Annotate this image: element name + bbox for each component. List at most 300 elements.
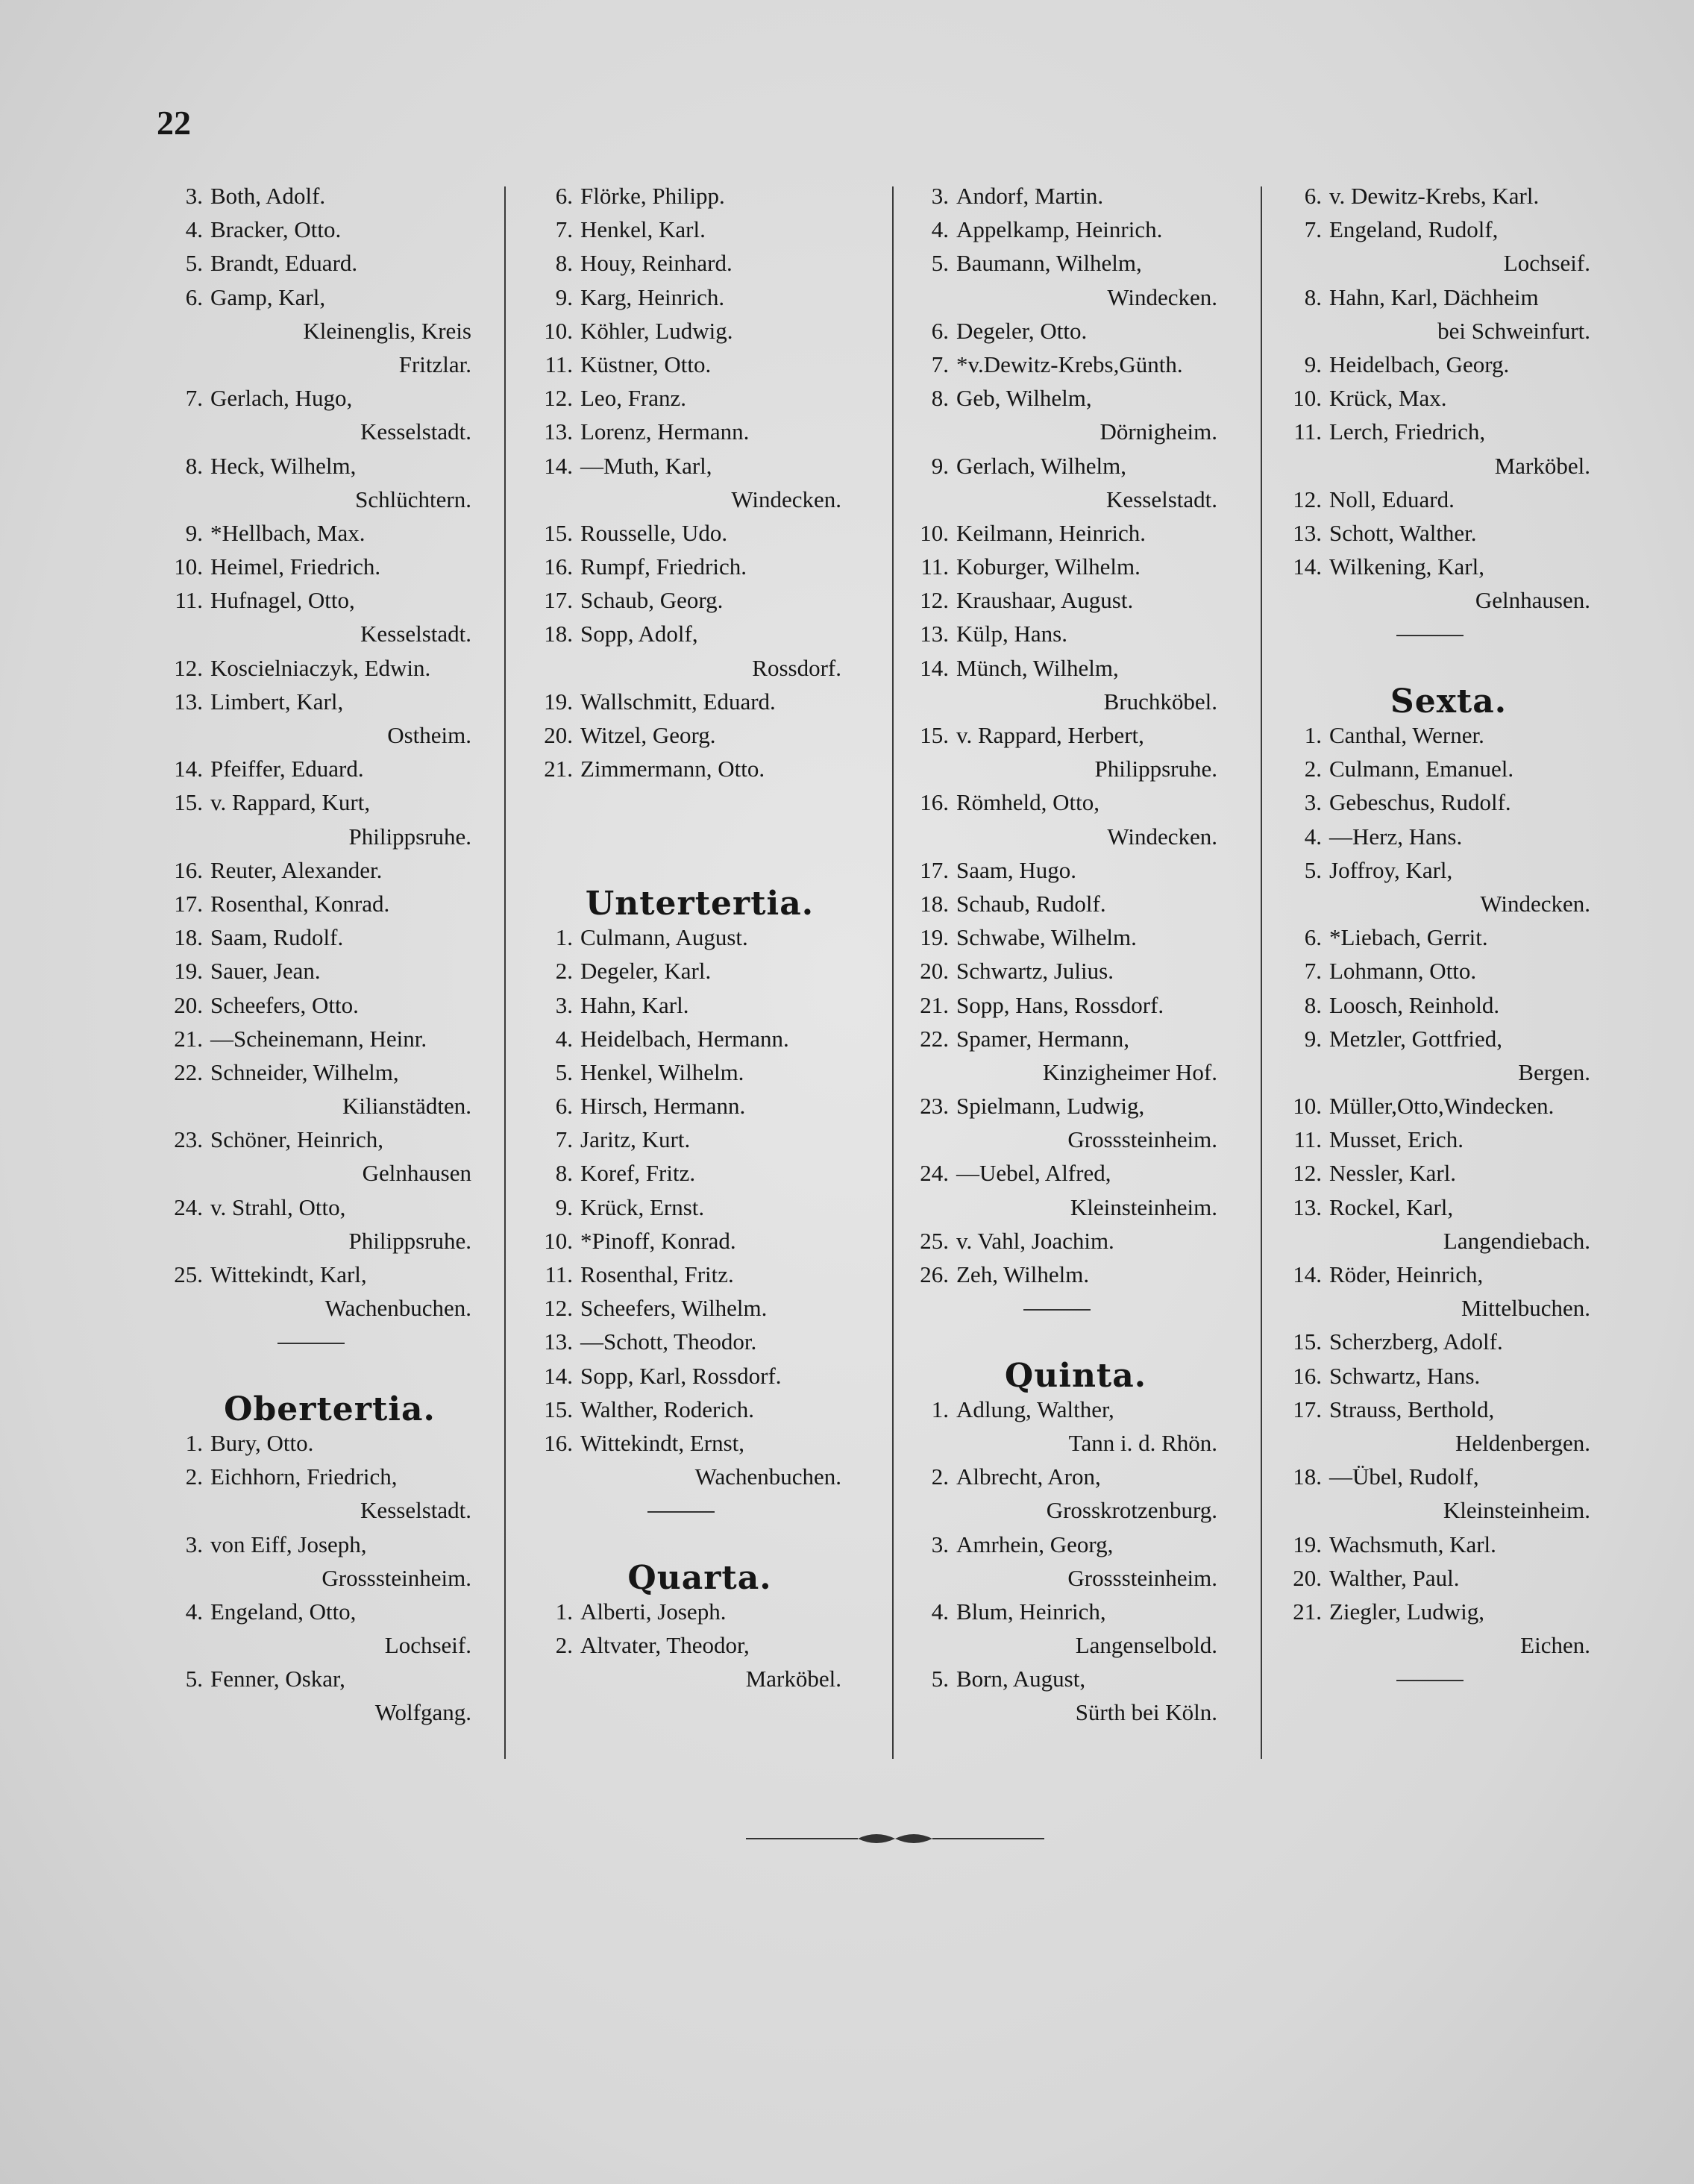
entry-continuation: Fritzlar. bbox=[398, 351, 471, 377]
student-name: Rumpf, Friedrich. bbox=[580, 553, 747, 580]
student-entry bbox=[1284, 1156, 1613, 1190]
entry-number: 6. bbox=[1304, 924, 1322, 951]
column-rule bbox=[504, 186, 506, 1759]
student-name: Ziegler, Ludwig, bbox=[1329, 1598, 1484, 1625]
student-name: Lorenz, Hermann. bbox=[580, 418, 750, 445]
student-entry bbox=[166, 1595, 494, 1628]
entry-continuation: Grosssteinheim. bbox=[1067, 1126, 1217, 1153]
student-entry bbox=[1284, 954, 1613, 988]
student-entry bbox=[912, 887, 1240, 920]
entry-number: 14. bbox=[920, 654, 949, 681]
entry-number: 11. bbox=[545, 351, 573, 377]
student-entry bbox=[1284, 1359, 1613, 1393]
entry-continuation: Gelnhausen. bbox=[1475, 587, 1590, 614]
spacer-row bbox=[536, 820, 864, 853]
entry-number: 3. bbox=[555, 991, 573, 1018]
student-entry bbox=[536, 449, 864, 483]
student-name: Albrecht, Aron, bbox=[956, 1463, 1101, 1490]
student-name: Adlung, Walther, bbox=[956, 1396, 1114, 1422]
entry-number: 17. bbox=[174, 890, 203, 917]
entry-number: 8. bbox=[1304, 991, 1322, 1018]
student-name: Canthal, Werner. bbox=[1329, 722, 1484, 749]
student-entry bbox=[536, 1595, 864, 1628]
student-name: Scherzberg, Adolf. bbox=[1329, 1328, 1503, 1355]
entry-continuation: Wachenbuchen. bbox=[694, 1463, 841, 1490]
entry-number: 14. bbox=[174, 756, 203, 782]
student-entry bbox=[1284, 1595, 1613, 1628]
student-entry bbox=[536, 1628, 864, 1662]
entry-number: 12. bbox=[174, 654, 203, 681]
entry-number: 21. bbox=[174, 1025, 203, 1052]
entry-number: 23. bbox=[174, 1126, 203, 1153]
student-entry bbox=[1284, 280, 1613, 314]
entry-continuation: Kleinsteinheim. bbox=[1070, 1193, 1217, 1220]
student-entry bbox=[912, 1156, 1240, 1190]
student-entry bbox=[1284, 920, 1613, 954]
student-name: Heimel, Friedrich. bbox=[210, 553, 381, 580]
column-rule bbox=[892, 186, 894, 1759]
class-heading: Sexta. bbox=[1390, 682, 1508, 721]
student-list-column-2 bbox=[536, 179, 864, 1695]
separator-line bbox=[1396, 635, 1464, 636]
entry-number: 16. bbox=[174, 856, 203, 883]
student-entry bbox=[166, 1022, 494, 1055]
entry-number: 2. bbox=[555, 958, 573, 985]
entry-number: 10. bbox=[174, 553, 203, 580]
student-entry bbox=[166, 246, 494, 280]
student-name: Schwartz, Julius. bbox=[956, 958, 1114, 985]
entry-number: 19. bbox=[920, 924, 949, 951]
entry-continuation: Kleinenglis, Kreis bbox=[303, 317, 471, 344]
entry-number: 25. bbox=[174, 1261, 203, 1287]
entry-number: 14. bbox=[544, 452, 573, 479]
student-name: Heidelbach, Georg. bbox=[1329, 351, 1510, 377]
student-entry bbox=[912, 1595, 1240, 1628]
entry-number: 8. bbox=[931, 385, 949, 412]
entry-number: 8. bbox=[555, 250, 573, 277]
entry-number: 13. bbox=[920, 621, 949, 647]
student-entry bbox=[536, 988, 864, 1022]
student-name: Hahn, Karl. bbox=[580, 991, 689, 1018]
student-entry bbox=[912, 246, 1240, 280]
student-entry bbox=[536, 1359, 864, 1393]
entry-number: 13. bbox=[174, 688, 203, 715]
student-entry bbox=[1284, 1089, 1613, 1123]
entry-continuation: Lochseif. bbox=[1503, 250, 1590, 277]
entry-number: 15. bbox=[920, 722, 949, 748]
student-name: Brandt, Eduard. bbox=[210, 250, 358, 277]
student-name: Hirsch, Hermann. bbox=[580, 1093, 746, 1120]
student-name: Kraushaar, August. bbox=[956, 587, 1134, 614]
entry-number: 13. bbox=[544, 418, 573, 445]
entry-continuation: Bergen. bbox=[1518, 1058, 1590, 1085]
student-name: Schwabe, Wilhelm. bbox=[956, 924, 1137, 951]
student-name: Küstner, Otto. bbox=[580, 351, 712, 377]
entry-number: 3. bbox=[185, 183, 203, 209]
student-name: Pfeiffer, Eduard. bbox=[210, 756, 364, 782]
entry-number: 5. bbox=[1304, 856, 1322, 883]
entry-number: 2. bbox=[931, 1463, 949, 1490]
student-name: Culmann, August. bbox=[580, 924, 748, 951]
entry-number: 14. bbox=[1293, 1261, 1322, 1288]
student-name: Wilkening, Karl, bbox=[1329, 553, 1484, 580]
entry-number: 1. bbox=[555, 924, 573, 951]
student-name: Scheefers, Wilhelm. bbox=[580, 1295, 768, 1322]
entry-continuation: Langendiebach. bbox=[1443, 1227, 1590, 1254]
student-name: Münch, Wilhelm, bbox=[956, 654, 1119, 681]
separator-row bbox=[1284, 617, 1613, 650]
entry-continuation: Heldenbergen. bbox=[1455, 1429, 1590, 1456]
student-entry bbox=[536, 1426, 864, 1460]
student-entry bbox=[1284, 179, 1613, 213]
student-entry bbox=[1284, 1561, 1613, 1595]
entry-number: 7. bbox=[555, 1126, 573, 1153]
student-name: Joffroy, Karl, bbox=[1329, 856, 1453, 883]
student-entry bbox=[536, 1291, 864, 1325]
student-name: Rosenthal, Fritz. bbox=[580, 1261, 734, 1288]
student-entry bbox=[912, 381, 1240, 415]
column-rule bbox=[1261, 186, 1262, 1759]
student-name: Appelkamp, Heinrich. bbox=[956, 216, 1163, 243]
entry-number: 14. bbox=[1293, 553, 1322, 580]
student-entry bbox=[536, 617, 864, 650]
entry-number: 18. bbox=[1293, 1463, 1322, 1490]
student-name: Degeler, Otto. bbox=[956, 317, 1088, 344]
student-name: Culmann, Emanuel. bbox=[1329, 756, 1514, 782]
student-entry bbox=[912, 1258, 1240, 1291]
separator-row bbox=[536, 1493, 864, 1527]
student-name: v. Rappard, Herbert, bbox=[956, 722, 1144, 748]
entry-continuation: Mittelbuchen. bbox=[1461, 1295, 1590, 1322]
entry-number: 17. bbox=[920, 856, 949, 883]
student-name: v. Rappard, Kurt, bbox=[210, 789, 371, 816]
entry-number: 4. bbox=[555, 1025, 573, 1052]
entry-number: 16. bbox=[544, 1429, 573, 1456]
student-name: Hufnagel, Otto, bbox=[210, 587, 355, 614]
student-name: Fenner, Oskar, bbox=[210, 1666, 345, 1692]
entry-continuation: Wachenbuchen. bbox=[324, 1295, 471, 1322]
student-entry bbox=[912, 449, 1240, 483]
entry-number: 3. bbox=[1304, 789, 1322, 816]
student-name: Nessler, Karl. bbox=[1329, 1160, 1457, 1187]
student-name: Loosch, Reinhold. bbox=[1329, 991, 1500, 1018]
student-entry bbox=[536, 280, 864, 314]
student-name: Baumann, Wilhelm, bbox=[956, 250, 1142, 277]
separator-line bbox=[1396, 1680, 1464, 1681]
student-entry bbox=[536, 1022, 864, 1055]
student-name: Zeh, Wilhelm. bbox=[956, 1261, 1090, 1287]
student-name: Jaritz, Kurt. bbox=[580, 1126, 691, 1153]
entry-continuation: Kesselstadt. bbox=[1106, 486, 1217, 512]
entry-number: 10. bbox=[920, 519, 949, 546]
entry-number: 1. bbox=[555, 1598, 573, 1625]
student-entry bbox=[912, 213, 1240, 246]
student-entry bbox=[536, 1325, 864, 1358]
entry-number: 1. bbox=[931, 1396, 949, 1422]
student-entry bbox=[912, 1393, 1240, 1426]
entry-number: 24. bbox=[920, 1160, 949, 1187]
student-name: Karg, Heinrich. bbox=[580, 283, 725, 310]
entry-continuation: Kilianstädten. bbox=[342, 1093, 471, 1120]
entry-number: 13. bbox=[544, 1328, 573, 1355]
entry-number: 15. bbox=[174, 789, 203, 816]
entry-number: 11. bbox=[920, 553, 949, 580]
separator-line bbox=[1023, 1309, 1091, 1311]
entry-number: 16. bbox=[544, 553, 573, 580]
student-entry bbox=[1284, 516, 1613, 550]
student-entry bbox=[536, 516, 864, 550]
entry-number: 9. bbox=[931, 452, 949, 479]
student-entry bbox=[912, 516, 1240, 550]
entry-number: 17. bbox=[544, 587, 573, 614]
student-name: Saam, Rudolf. bbox=[210, 924, 344, 951]
class-heading-row bbox=[166, 1359, 494, 1426]
student-entry bbox=[1284, 213, 1613, 246]
entry-number: 25. bbox=[920, 1227, 949, 1254]
student-entry bbox=[536, 1123, 864, 1156]
student-name: *v.Dewitz-Krebs,Günth. bbox=[956, 351, 1183, 377]
student-entry bbox=[166, 550, 494, 583]
entry-number: 6. bbox=[555, 183, 573, 209]
class-heading: Obertertia. bbox=[224, 1390, 436, 1428]
student-entry bbox=[536, 179, 864, 213]
entry-number: 14. bbox=[544, 1362, 573, 1389]
entry-number: 11. bbox=[1293, 1126, 1322, 1153]
student-name: Spielmann, Ludwig, bbox=[956, 1093, 1145, 1120]
student-name: Metzler, Gottfried, bbox=[1329, 1025, 1503, 1052]
ornament-divider bbox=[746, 1827, 1044, 1850]
entry-number: 17. bbox=[1293, 1396, 1322, 1422]
student-name: Wachsmuth, Karl. bbox=[1329, 1531, 1496, 1557]
student-name: Musset, Erich. bbox=[1329, 1126, 1464, 1153]
student-entry bbox=[912, 179, 1240, 213]
entry-continuation: Bruchköbel. bbox=[1103, 688, 1217, 715]
entry-number: 5. bbox=[185, 1666, 203, 1692]
student-name: Limbert, Karl, bbox=[210, 688, 344, 715]
entry-number: 6. bbox=[1304, 183, 1322, 209]
entry-continuation: Grosssteinheim. bbox=[1067, 1564, 1217, 1591]
student-entry bbox=[1284, 718, 1613, 752]
student-entry bbox=[912, 954, 1240, 988]
student-name: Noll, Eduard. bbox=[1329, 486, 1455, 512]
entry-number: 8. bbox=[185, 452, 203, 479]
student-entry bbox=[912, 1089, 1240, 1123]
student-entry bbox=[912, 1460, 1240, 1493]
student-entry bbox=[166, 651, 494, 685]
student-entry bbox=[1284, 1258, 1613, 1291]
student-entry bbox=[1284, 1393, 1613, 1426]
entry-number: 15. bbox=[544, 519, 573, 546]
student-name: Gerlach, Hugo, bbox=[210, 385, 353, 412]
entry-continuation: Philippsruhe. bbox=[348, 823, 471, 850]
entry-continuation: Wolfgang. bbox=[374, 1699, 471, 1726]
student-entry bbox=[166, 280, 494, 314]
class-heading-row bbox=[536, 1528, 864, 1595]
student-entry bbox=[912, 785, 1240, 819]
entry-number: 5. bbox=[931, 1666, 949, 1692]
student-name: Degeler, Karl. bbox=[580, 958, 712, 985]
entry-continuation: Kesselstadt. bbox=[360, 418, 471, 445]
student-name: Leo, Franz. bbox=[580, 385, 687, 412]
separator-line bbox=[647, 1511, 715, 1513]
entry-continuation: Sürth bei Köln. bbox=[1075, 1699, 1217, 1726]
student-name: Schwartz, Hans. bbox=[1329, 1362, 1481, 1389]
student-entry bbox=[166, 1662, 494, 1695]
entry-number: 15. bbox=[544, 1396, 573, 1422]
student-name: Henkel, Karl. bbox=[580, 216, 706, 243]
student-name: Alberti, Joseph. bbox=[580, 1598, 727, 1625]
student-entry bbox=[166, 449, 494, 483]
student-list-column-3 bbox=[912, 179, 1240, 1730]
student-name: Wittekindt, Karl, bbox=[210, 1261, 367, 1287]
separator-row bbox=[912, 1291, 1240, 1325]
entry-number: 3. bbox=[931, 1531, 949, 1557]
student-entry bbox=[166, 381, 494, 415]
student-entry bbox=[166, 1528, 494, 1561]
separator-row bbox=[1284, 1662, 1613, 1695]
entry-number: 4. bbox=[931, 216, 949, 243]
entry-continuation: Rossdorf. bbox=[752, 654, 841, 681]
student-name: Sauer, Jean. bbox=[210, 958, 321, 985]
student-name: *Hellbach, Max. bbox=[210, 519, 366, 546]
student-name: Both, Adolf. bbox=[210, 183, 326, 209]
separator-line bbox=[277, 1343, 345, 1344]
entry-number: 22. bbox=[174, 1058, 203, 1085]
student-entry bbox=[1284, 1460, 1613, 1493]
entry-number: 16. bbox=[920, 789, 949, 816]
entry-continuation: Philippsruhe. bbox=[348, 1227, 471, 1254]
student-name: Bracker, Otto. bbox=[210, 216, 342, 243]
student-entry bbox=[536, 583, 864, 617]
entry-number: 22. bbox=[920, 1025, 949, 1052]
student-entry bbox=[912, 617, 1240, 650]
student-entry bbox=[1284, 853, 1613, 887]
student-name: Rousselle, Udo. bbox=[580, 519, 728, 546]
student-name: Koscielniaczyk, Edwin. bbox=[210, 654, 431, 681]
student-name: Bury, Otto. bbox=[210, 1429, 314, 1456]
entry-number: 5. bbox=[555, 1058, 573, 1085]
entry-number: 10. bbox=[1293, 385, 1322, 412]
student-name: Gerlach, Wilhelm, bbox=[956, 452, 1127, 479]
entry-number: 4. bbox=[185, 1598, 203, 1625]
entry-number: 7. bbox=[1304, 216, 1322, 243]
student-name: Römheld, Otto, bbox=[956, 789, 1100, 816]
entry-number: 15. bbox=[1293, 1328, 1322, 1355]
student-name: Schneider, Wilhelm, bbox=[210, 1058, 399, 1085]
student-name: —Schott, Theodor. bbox=[580, 1328, 757, 1355]
entry-number: 3. bbox=[931, 183, 949, 209]
student-name: Strauss, Berthold, bbox=[1329, 1396, 1495, 1422]
student-entry bbox=[912, 583, 1240, 617]
entry-number: 20. bbox=[174, 991, 203, 1018]
entry-number: 12. bbox=[920, 587, 949, 614]
student-entry bbox=[166, 887, 494, 920]
student-entry bbox=[536, 348, 864, 381]
student-name: Rockel, Karl, bbox=[1329, 1193, 1454, 1220]
student-entry bbox=[1284, 820, 1613, 853]
entry-number: 4. bbox=[1304, 823, 1322, 850]
entry-continuation: Windecken. bbox=[731, 486, 841, 512]
student-name: v. Dewitz-Krebs, Karl. bbox=[1329, 183, 1540, 209]
entry-number: 21. bbox=[1293, 1598, 1322, 1625]
student-name: Keilmann, Heinrich. bbox=[956, 519, 1146, 546]
page-number: 22 bbox=[157, 104, 191, 142]
class-heading-row bbox=[536, 853, 864, 923]
student-name: Heck, Wilhelm, bbox=[210, 452, 357, 479]
student-name: —Übel, Rudolf, bbox=[1329, 1463, 1479, 1490]
student-entry bbox=[536, 213, 864, 246]
entry-number: 23. bbox=[920, 1093, 949, 1120]
student-entry bbox=[1284, 348, 1613, 381]
student-name: Gebeschus, Rudolf. bbox=[1329, 789, 1511, 816]
entry-number: 7. bbox=[185, 385, 203, 412]
student-entry bbox=[536, 718, 864, 752]
entry-number: 4. bbox=[931, 1598, 949, 1625]
student-entry bbox=[912, 853, 1240, 887]
student-entry bbox=[166, 1055, 494, 1089]
student-name: Köhler, Ludwig. bbox=[580, 317, 733, 344]
entry-number: 12. bbox=[544, 1295, 573, 1322]
entry-number: 16. bbox=[1293, 1362, 1322, 1389]
entry-number: 19. bbox=[544, 688, 573, 715]
student-entry bbox=[536, 1393, 864, 1426]
entry-number: 9. bbox=[555, 1193, 573, 1220]
entry-number: 10. bbox=[544, 1227, 573, 1254]
entry-number: 7. bbox=[1304, 958, 1322, 985]
entry-number: 1. bbox=[1304, 722, 1322, 749]
student-name: Engeland, Otto, bbox=[210, 1598, 357, 1625]
student-name: Schaub, Rudolf. bbox=[956, 890, 1106, 917]
student-entry bbox=[166, 179, 494, 213]
entry-continuation: Kesselstadt. bbox=[360, 1497, 471, 1524]
student-entry bbox=[1284, 785, 1613, 819]
student-name: Andorf, Martin. bbox=[956, 183, 1104, 209]
entry-number: 6. bbox=[931, 317, 949, 344]
student-name: —Uebel, Alfred, bbox=[956, 1160, 1111, 1187]
entry-continuation: Windecken. bbox=[1480, 890, 1590, 917]
entry-number: 18. bbox=[174, 924, 203, 951]
student-entry bbox=[166, 920, 494, 954]
student-name: Koburger, Wilhelm. bbox=[956, 553, 1141, 580]
student-entry bbox=[536, 954, 864, 988]
student-name: Röder, Heinrich, bbox=[1329, 1261, 1484, 1288]
student-entry bbox=[1284, 1022, 1613, 1055]
student-name: v. Strahl, Otto, bbox=[210, 1193, 346, 1220]
entry-number: 12. bbox=[1293, 1160, 1322, 1187]
student-entry bbox=[166, 1460, 494, 1493]
student-name: Heidelbach, Hermann. bbox=[580, 1025, 789, 1052]
student-entry bbox=[536, 685, 864, 718]
entry-number: 19. bbox=[1293, 1531, 1322, 1557]
entry-continuation: Eichen. bbox=[1520, 1632, 1590, 1659]
entry-continuation: Tann i. d. Rhön. bbox=[1068, 1429, 1217, 1456]
class-heading-row bbox=[1284, 651, 1613, 721]
student-entry bbox=[166, 954, 494, 988]
student-entry bbox=[1284, 550, 1613, 583]
entry-number: 19. bbox=[174, 958, 203, 985]
student-name: Gamp, Karl, bbox=[210, 283, 326, 310]
student-entry bbox=[536, 1190, 864, 1224]
student-entry bbox=[536, 381, 864, 415]
student-entry bbox=[166, 785, 494, 819]
student-entry bbox=[912, 1022, 1240, 1055]
entry-number: 6. bbox=[555, 1093, 573, 1120]
student-entry bbox=[1284, 1123, 1613, 1156]
student-entry bbox=[1284, 415, 1613, 448]
entry-number: 4. bbox=[185, 216, 203, 243]
student-name: Witzel, Georg. bbox=[580, 722, 716, 748]
class-heading-row bbox=[912, 1325, 1240, 1395]
